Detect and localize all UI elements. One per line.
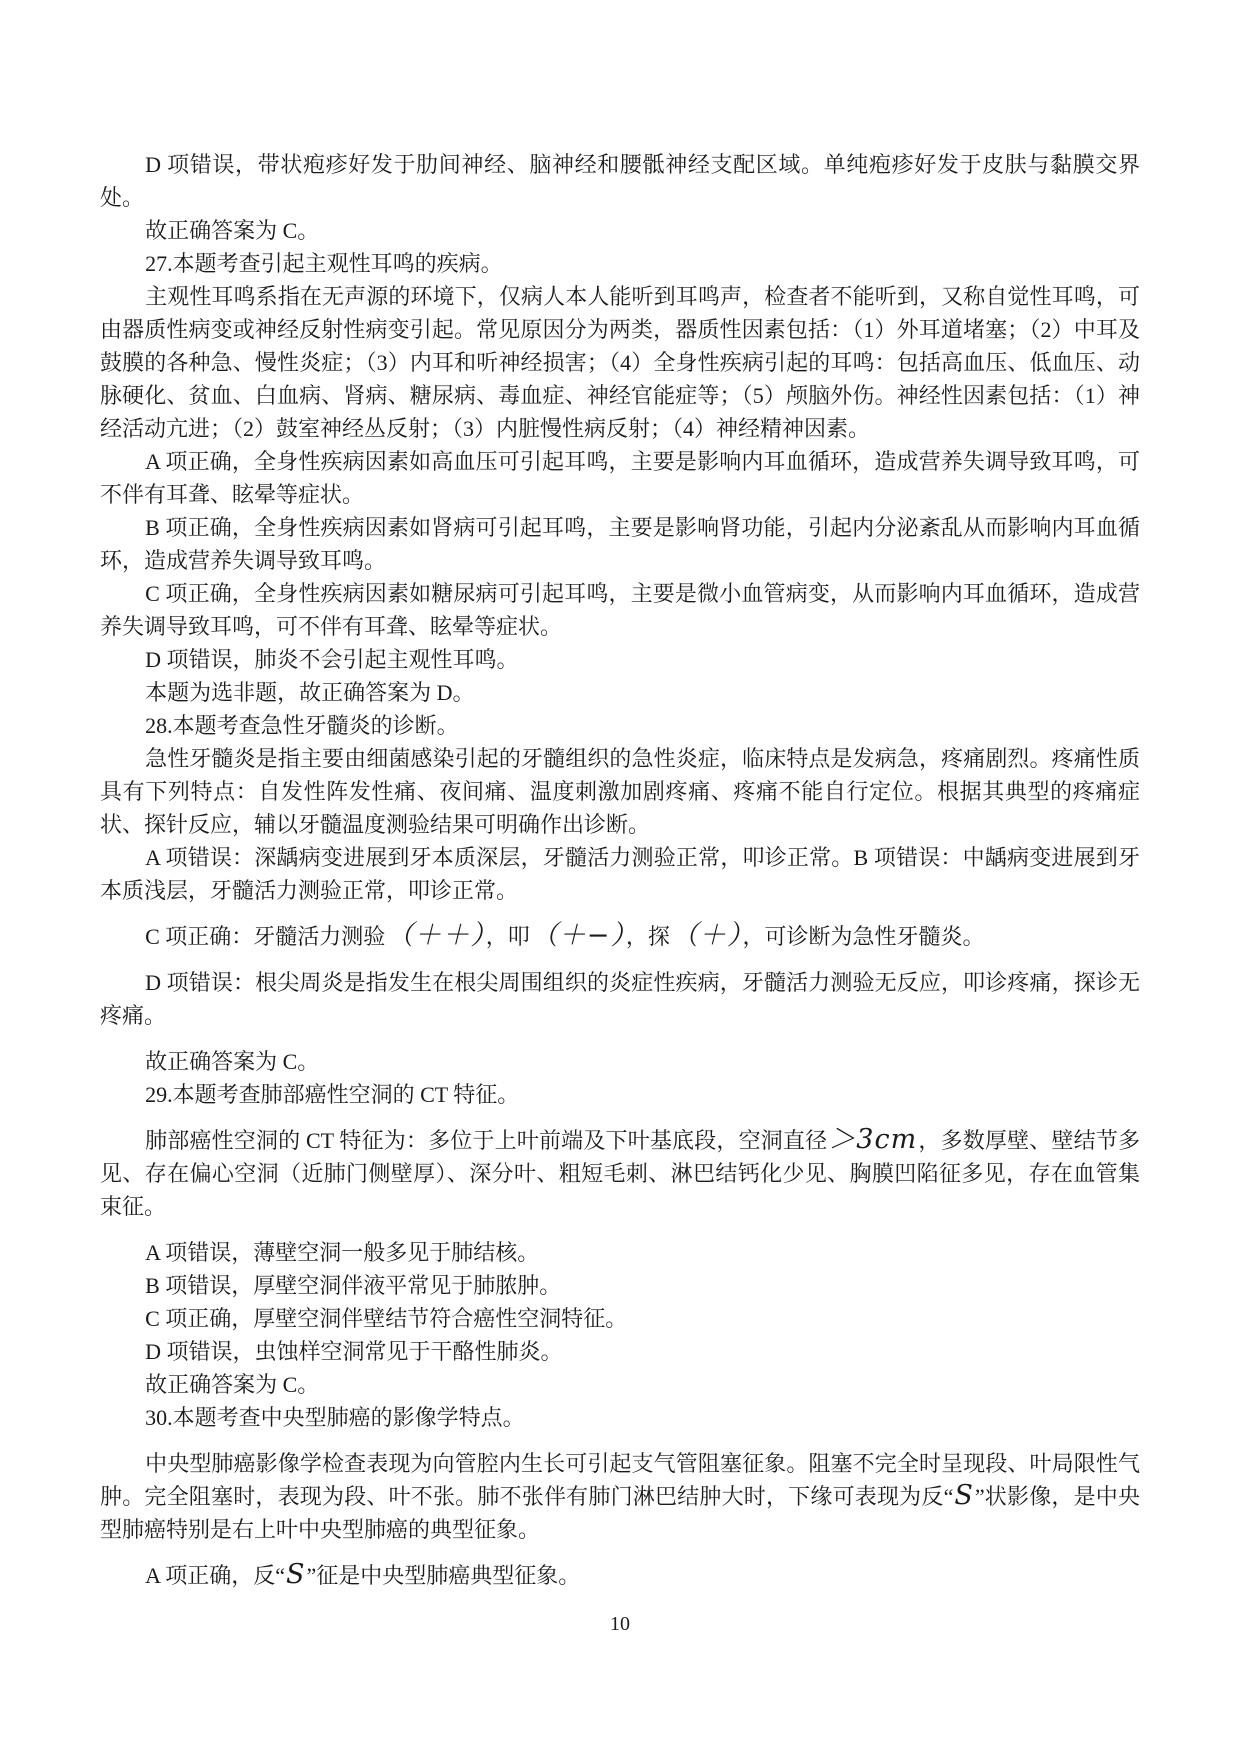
inline-formula: （＋）: [670, 920, 742, 951]
text-run: 本题为选非题，故正确答案为 D。: [145, 680, 475, 705]
text-run: A 项错误：深龋病变进展到牙本质深层，牙髓活力测验正常，叩诊正常。B 项错误：中龋病变进展到牙本质浅层，牙髓活力测验正常，叩诊正常。: [100, 845, 1140, 903]
text-run: 30.本题考查中央型肺癌的影像学特点。: [145, 1405, 525, 1430]
text-run: ，多数厚壁、壁结节多见、存在偏心空洞（近肺门侧壁厚）、深分叶、粗短毛刺、淋巴结钙化少见、胸膜凹陷征多见，存在血管集束征。: [100, 1128, 1140, 1219]
para-q26-answer: [100, 214, 1140, 247]
text-run: D 项错误：根尖周炎是指发生在根尖周围组织的炎症性疾病，牙髓活力测验无反应，叩诊疼痛，探诊无疼痛。: [100, 970, 1140, 1028]
text-run: D 项错误，带状疱疹好发于肋间神经、脑神经和腰骶神经支配区域。单纯疱疹好发于皮肤与黏膜交界处。: [100, 152, 1140, 210]
para-q27-option-a: [100, 445, 1140, 511]
para-q30-analysis: [100, 1447, 1140, 1546]
text-run: ”征是中央型肺癌典型征象。: [306, 1563, 581, 1588]
para-q29-option-d: [100, 1335, 1140, 1368]
text-run: D 项错误，肺炎不会引起主观性耳鸣。: [145, 647, 519, 672]
inline-formula: （＋＋）: [386, 920, 485, 951]
inline-formula: S: [954, 1480, 974, 1511]
para-q29-option-a: [100, 1236, 1140, 1269]
para-q29-option-c: [100, 1302, 1140, 1335]
inline-formula: S: [286, 1559, 306, 1590]
para-q28-title: [100, 709, 1140, 742]
para-q28-analysis: [100, 742, 1140, 841]
text-run: D 项错误，虫蚀样空洞常见于干酪性肺炎。: [145, 1339, 563, 1364]
para-q29-analysis: [100, 1124, 1140, 1223]
text-run: ”状影像，是中央型肺癌特别是右上叶中央型肺癌的典型征象。: [100, 1484, 1140, 1542]
para-q29-option-b: [100, 1269, 1140, 1302]
text-run: 故正确答案为 C。: [145, 218, 320, 243]
text-run: ，可诊断为急性牙髓炎。: [742, 924, 985, 949]
page-footer: [0, 1612, 1240, 1636]
para-q27-answer: [100, 676, 1140, 709]
text-run: B 项正确，全身性疾病因素如肾病可引起耳鸣，主要是影响肾功能，引起内分泌紊乱从而影响内耳血循环，造成营养失调导致耳鸣。: [100, 515, 1140, 573]
text-run: 急性牙髓炎是指主要由细菌感染引起的牙髓组织的急性炎症，临床特点是发病急，疼痛剧烈。疼痛性质具有下列特点：自发性阵发性痛、夜间痛、温度刺激加剧疼痛、疼痛不能自行定位。根据其典型的疼痛症状、探针反应，辅以牙髓温度测验结果可明确作出诊断。: [100, 746, 1140, 837]
text-run: A 项错误，薄壁空洞一般多见于肺结核。: [145, 1240, 540, 1265]
para-q29-answer: [100, 1368, 1140, 1401]
text-run: 肺部癌性空洞的 CT 特征为：多位于上叶前端及下叶基底段，空洞直径: [145, 1128, 828, 1153]
para-q27-title: [100, 247, 1140, 280]
text-run: 故正确答案为 C。: [145, 1049, 320, 1074]
para-q27-option-c: [100, 577, 1140, 643]
para-q28-answer: [100, 1045, 1140, 1078]
para-q27-analysis: [100, 280, 1140, 445]
text-run: B 项错误，厚壁空洞伴液平常见于肺脓肿。: [145, 1273, 562, 1298]
para-q28-option-ab: [100, 841, 1140, 907]
para-q30-title: [100, 1401, 1140, 1434]
text-run: 故正确答案为 C。: [145, 1372, 320, 1397]
text-run: C 项正确，厚壁空洞伴壁结节符合癌性空洞特征。: [145, 1306, 628, 1331]
text-run: ，叩: [485, 924, 530, 949]
para-q26-option-d: [100, 148, 1140, 214]
text-run: A 项正确，全身性疾病因素如高血压可引起耳鸣，主要是影响内耳血循环，造成营养失调导致耳鸣，可不伴有耳聋、眩晕等症状。: [100, 449, 1140, 507]
text-run: 主观性耳鸣系指在无声源的环境下，仅病人本人能听到耳鸣声，检查者不能听到，又称自觉性耳鸣，可由器质性病变或神经反射性病变引起。常见原因分为两类，器质性因素包括：（1）外耳道堵塞；（2）中耳及鼓膜的各种急、慢性炎症；（3）内耳和听神经损害；（4）全身性疾病引起的耳鸣：包括高血压、低血压、动脉硬化、贫血、白血病、肾病、糖尿病、毒血症、神经官能症等；（5）颅脑外伤。神经性因素包括：（1）神经活动亢进；（2）鼓室神经丛反射；（3）内脏慢性病反射；（4）神经精神因素。: [100, 284, 1140, 441]
inline-formula: ＞3cm: [828, 1124, 918, 1155]
para-q28-option-c: [100, 920, 1140, 953]
page-number: 10: [610, 1613, 630, 1635]
text-run: C 项正确，全身性疾病因素如糖尿病可引起耳鸣，主要是微小血管病变，从而影响内耳血循环，造成营养失调导致耳鸣，可不伴有耳聋、眩晕等症状。: [100, 581, 1140, 639]
text-run: ，探: [625, 924, 670, 949]
text-run: 28.本题考查急性牙髓炎的诊断。: [145, 713, 459, 738]
text-run: C 项正确：牙髓活力测验: [145, 924, 386, 949]
para-q30-option-a: [100, 1559, 1140, 1592]
text-run: A 项正确，反“: [145, 1563, 286, 1588]
para-q27-option-d: [100, 643, 1140, 676]
para-q29-title: [100, 1078, 1140, 1111]
para-q27-option-b: [100, 511, 1140, 577]
para-q28-option-d: [100, 966, 1140, 1032]
text-run: 中央型肺癌影像学检查表现为向管腔内生长可引起支气管阻塞征象。阻塞不完全时呈现段、叶局限性气肿。完全阻塞时，表现为段、叶不张。肺不张伴有肺门淋巴结肿大时，下缘可表现为反“: [100, 1451, 1140, 1509]
inline-formula: （＋−）: [530, 920, 625, 951]
text-run: 29.本题考查肺部癌性空洞的 CT 特征。: [145, 1082, 520, 1107]
text-run: 27.本题考查引起主观性耳鸣的疾病。: [145, 251, 503, 276]
